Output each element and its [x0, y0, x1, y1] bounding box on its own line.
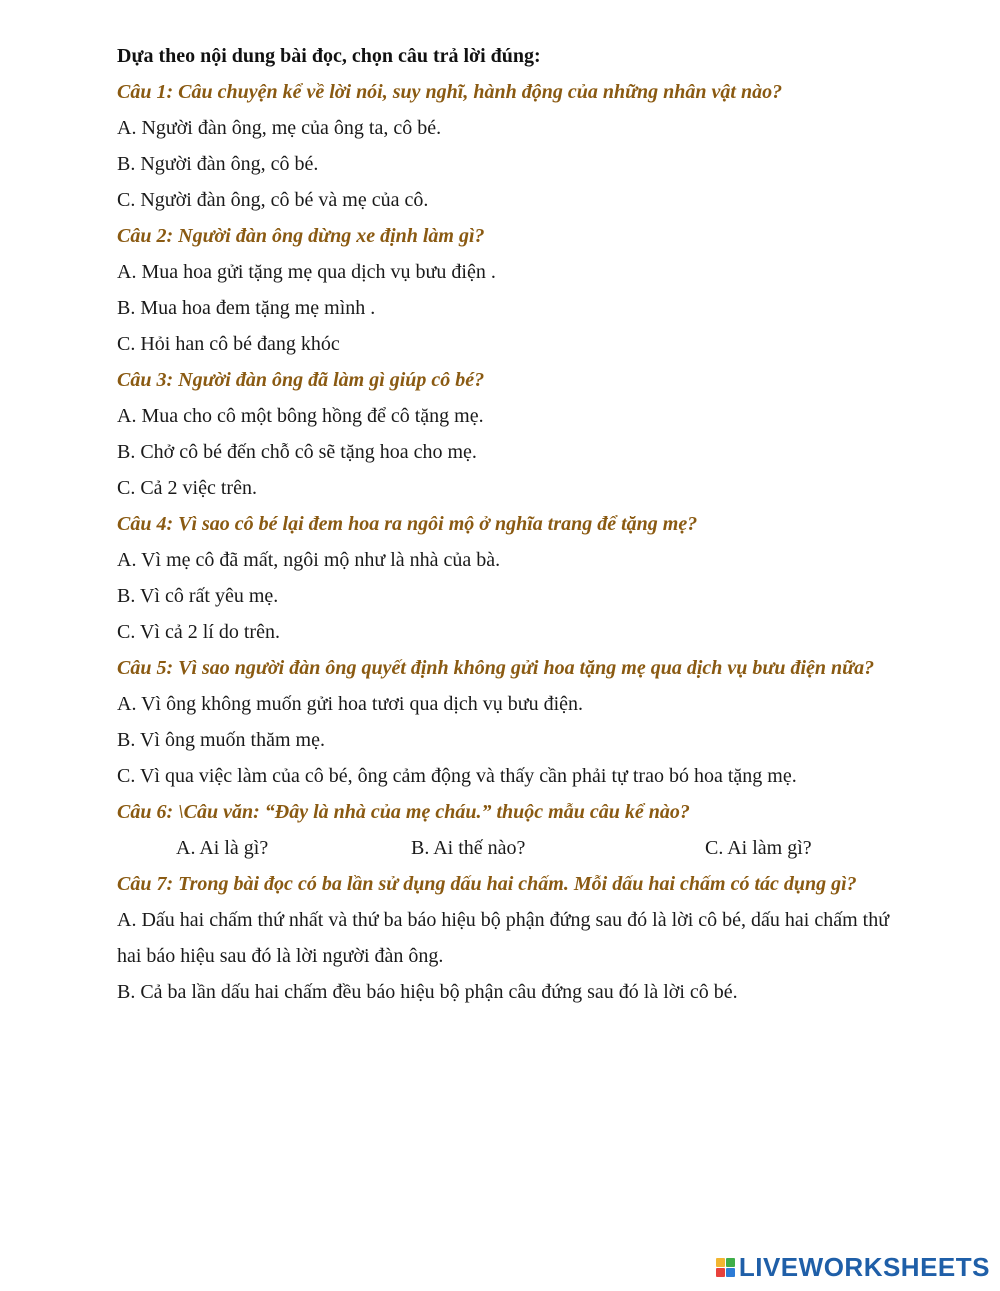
q1-option-a: A. Người đàn ông, mẹ của ông ta, cô bé.	[117, 117, 442, 139]
question-1: Câu 1: Câu chuyện kể về lời nói, suy nghĩ, hành động của những nhân vật nào?	[117, 81, 783, 103]
liveworksheets-logo	[716, 1253, 990, 1281]
q7-option-b: B. Cả ba lần dấu hai chấm đều báo hiệu bộ phận câu đứng sau đó là lời cô bé.	[117, 981, 738, 1003]
q3-option-a: A. Mua cho cô một bông hồng để cô tặng mẹ.	[117, 405, 484, 427]
q5-option-b: B. Vì ông muốn thăm mẹ.	[117, 729, 325, 751]
q6-option-b: B. Ai thế nào?	[411, 837, 526, 859]
question-7: Câu 7: Trong bài đọc có ba lần sử dụng dấu hai chấm. Mỗi dấu hai chấm có tác dụng gì?	[117, 873, 857, 895]
question-3: Câu 3: Người đàn ông đã làm gì giúp cô bé?	[117, 369, 485, 391]
q2-option-a: A. Mua hoa gửi tặng mẹ qua dịch vụ bưu điện .	[117, 261, 496, 283]
q1-option-b: B. Người đàn ông, cô bé.	[117, 153, 319, 175]
worksheet-body	[117, 38, 977, 1010]
q4-option-b: B. Vì cô rất yêu mẹ.	[117, 585, 279, 607]
question-2: Câu 2: Người đàn ông dừng xe định làm gì?	[117, 225, 485, 247]
q5-option-c: C. Vì qua việc làm của cô bé, ông cảm động và thấy cần phải tự trao bó hoa tặng mẹ.	[117, 765, 797, 787]
question-5: Câu 5: Vì sao người đàn ông quyết định không gửi hoa tặng mẹ qua dịch vụ bưu điện nữa?	[117, 657, 875, 679]
q3-option-c: C. Cả 2 việc trên.	[117, 477, 257, 499]
q6-options-row	[117, 830, 977, 866]
q3-option-b: B. Chở cô bé đến chỗ cô sẽ tặng hoa cho mẹ.	[117, 441, 477, 463]
q6-option-c: C. Ai làm gì?	[705, 837, 812, 859]
q7-option-a: A. Dấu hai chấm thứ nhất và thứ ba báo hiệu bộ phận đứng sau đó là lời cô bé, dấu hai chấm thứ hai báo hiệu sau đó là lời người đàn ông.	[117, 909, 890, 967]
q6-option-a: A. Ai là gì?	[176, 837, 269, 859]
q4-option-a: A. Vì mẹ cô đã mất, ngôi mộ như là nhà của bà.	[117, 549, 501, 571]
logo-text: LIVEWORKSHEETS	[738, 1251, 990, 1282]
q1-option-c: C. Người đàn ông, cô bé và mẹ của cô.	[117, 189, 429, 211]
q2-option-c: C. Hỏi han cô bé đang khóc	[117, 333, 340, 355]
logo-icon	[716, 1258, 735, 1277]
question-4: Câu 4: Vì sao cô bé lại đem hoa ra ngôi mộ ở nghĩa trang để tặng mẹ?	[117, 513, 698, 535]
q4-option-c: C. Vì cả 2 lí do trên.	[117, 621, 280, 643]
q2-option-b: B. Mua hoa đem tặng mẹ mình .	[117, 297, 376, 319]
q5-option-a: A. Vì ông không muốn gửi hoa tươi qua dịch vụ bưu điện.	[117, 693, 584, 715]
question-6: Câu 6: \Câu văn: “Đây là nhà của mẹ cháu.” thuộc mẫu câu kể nào?	[117, 801, 690, 823]
instruction: Dựa theo nội dung bài đọc, chọn câu trả lời đúng:	[117, 45, 541, 67]
